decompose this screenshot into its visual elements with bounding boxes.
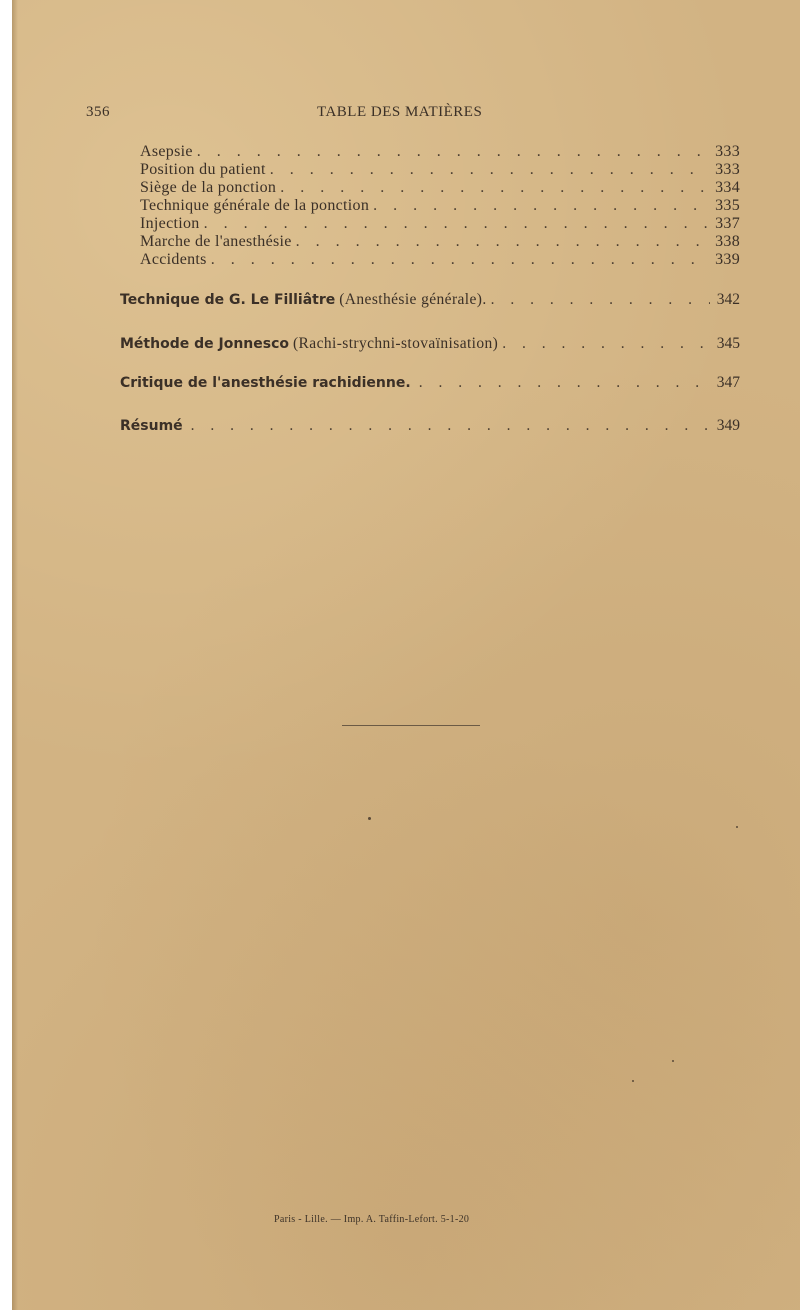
dot-leader [204,215,710,233]
toc-section-title: Méthode de Jonnesco [120,336,289,352]
toc-section-page: 349 [716,417,740,434]
toc-entry-page: 337 [715,215,740,232]
toc-entry [140,179,740,197]
toc-section-entry [120,373,740,393]
book-page [12,0,800,1310]
toc-section-entry [120,290,740,310]
toc-section-title: Critique de l'anesthésie rachidienne. [120,375,411,391]
toc-entry-title: Asepsie [140,143,193,160]
dot-leader [373,197,710,215]
dot-leader [491,290,710,310]
running-title: TABLE DES MATIÈRES [317,104,483,120]
page-edge-shadow [12,0,18,1310]
toc-section-entry [120,334,740,354]
toc-entry [140,161,740,179]
section-divider [342,725,480,726]
toc-entry [140,233,740,251]
toc-section-page: 345 [716,335,740,352]
dot-leader [280,179,710,197]
ink-speck [672,1060,674,1062]
toc-entry-page: 333 [715,161,740,178]
toc-section-page: 347 [716,374,740,391]
toc-entry [140,197,740,215]
dot-leader [502,334,710,354]
toc-entry-page: 339 [715,251,740,268]
ink-speck [632,1080,634,1082]
printer-imprint: Paris - Lille. — Imp. A. Taffin-Lefort. 5-1-20 [274,1214,470,1225]
ink-speck [368,817,371,820]
toc-entry-title: Accidents [140,251,207,268]
dot-leader [191,416,710,436]
dot-leader [211,251,710,269]
toc-section-title: Résumé [120,418,183,434]
toc-entry [140,143,740,161]
page-header [12,104,800,124]
dot-leader [419,373,710,393]
toc-section-title: Technique de G. Le Filliâtre [120,292,336,308]
toc-entry-page: 334 [715,179,740,196]
toc-entry-page: 333 [715,143,740,160]
toc-entry [140,251,740,269]
ink-speck [736,826,738,828]
toc-section-subtitle: (Anesthésie générale). [339,291,487,308]
dot-leader [296,233,710,251]
dot-leader [197,143,710,161]
toc-entry-page: 335 [715,197,740,214]
toc-section-page: 342 [716,291,740,308]
toc-section-subtitle: (Rachi-strychni-stovaïnisation) [293,335,499,352]
toc-entry-title: Marche de l'anesthésie [140,233,292,250]
page-number: 356 [86,104,110,120]
toc-entry-title: Injection [140,215,200,232]
toc-section-entry [120,416,740,436]
toc-entry-title: Technique générale de la ponction [140,197,370,214]
dot-leader [270,161,710,179]
toc-entry-title: Siège de la ponction [140,179,277,196]
toc-entry [140,215,740,233]
toc-entry-title: Position du patient [140,161,266,178]
toc-entry-page: 338 [715,233,740,250]
